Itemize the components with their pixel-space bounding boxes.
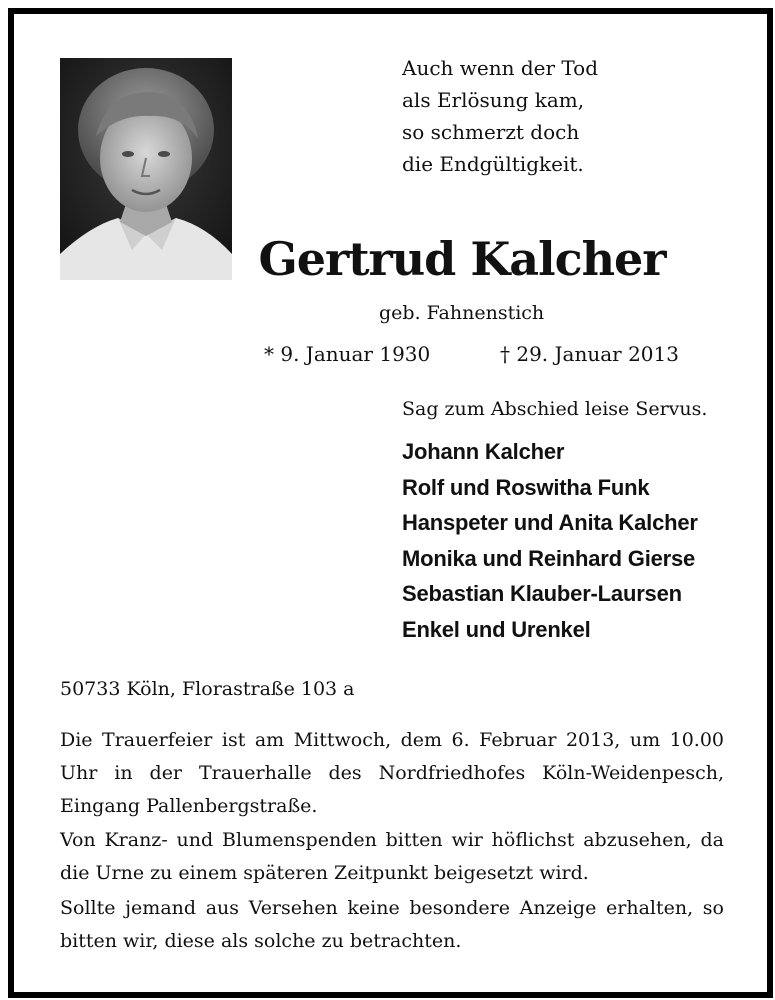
mourner-name: Monika und Reinhard Gierse bbox=[402, 545, 696, 571]
mourner-name: Hanspeter und Anita Kalcher bbox=[402, 510, 698, 535]
farewell-line: Sag zum Abschied leise Servus. bbox=[402, 398, 708, 420]
verse bbox=[402, 52, 598, 180]
portrait-icon bbox=[60, 58, 232, 280]
funeral-info: Die Trauerfeier ist am Mittwoch, dem 6. Februar 2013, um 10.00 Uhr in der Trauerhalle des Nordfriedhofes Köln-Weidenpesch, Eingang Pallenbergstraße. bbox=[60, 729, 724, 817]
mourners-list bbox=[402, 434, 698, 647]
donation-note: Von Kranz- und Blumenspenden bitten wir höflichst abzusehen, da die Urne zu einem späteren Zeitpunkt beigesetzt wird. bbox=[60, 829, 724, 884]
verse-line: als Erlösung kam, bbox=[402, 88, 585, 112]
deceased-name: Gertrud Kalcher bbox=[258, 232, 666, 286]
death-date: † 29. Januar 2013 bbox=[500, 342, 679, 366]
verse-line: Auch wenn der Tod bbox=[402, 56, 599, 80]
obituary-frame bbox=[8, 8, 773, 998]
verse-line: die Endgültigkeit. bbox=[402, 152, 584, 176]
mourner-name: Sebastian Klauber-Laursen bbox=[402, 581, 682, 606]
address: 50733 Köln, Florastraße 103 a bbox=[60, 678, 355, 700]
verse-line: so schmerzt doch bbox=[402, 120, 580, 144]
portrait-photo bbox=[60, 58, 232, 280]
birth-date: * 9. Januar 1930 bbox=[264, 342, 431, 366]
maiden-name: geb. Fahnenstich bbox=[379, 302, 545, 324]
mourner-name: Enkel und Urenkel bbox=[402, 616, 591, 642]
mourner-name: Johann Kalcher bbox=[402, 439, 565, 464]
mourner-name: Rolf und Roswitha Funk bbox=[402, 474, 650, 500]
notice-note: Sollte jemand aus Versehen keine besondere Anzeige erhalten, so bitten wir, diese als solche zu betrachten. bbox=[60, 897, 724, 952]
